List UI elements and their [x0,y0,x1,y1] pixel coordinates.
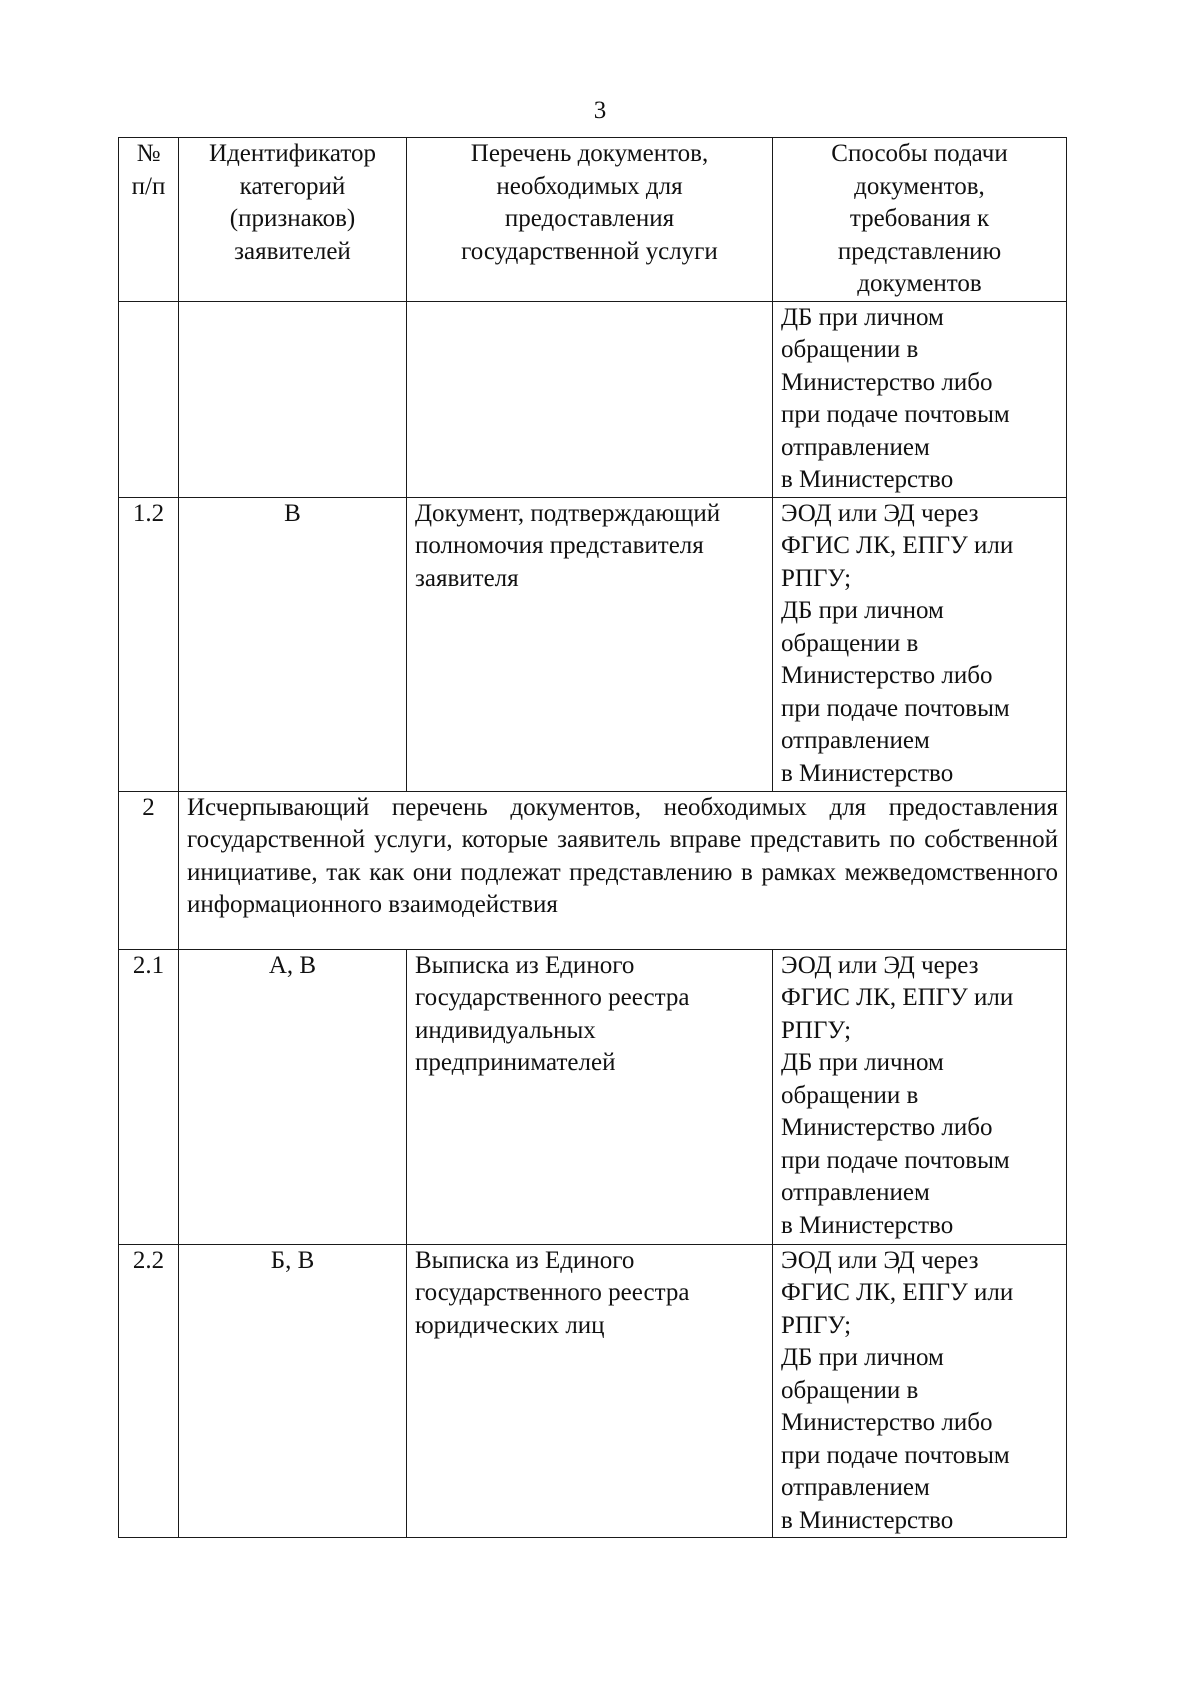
table-row-section-2 [119,791,1067,949]
header-documents: Перечень документов, необходимых для предоставления государственной услуги [407,138,773,302]
cell-category: Б, В [179,1244,407,1538]
documents-table [118,137,1067,1538]
cell-num: 2.1 [119,949,179,1244]
table-row-continuation [119,301,1067,497]
cell-methods: ЭОД или ЭД через ФГИС ЛК, ЕПГУ или РПГУ; ДБ при личном обращении в Министерство либо при подаче почтовым отправлением в Министерство [773,497,1067,791]
cell-documents: Документ, подтверждающий полномочия представителя заявителя [407,497,773,791]
cell-num: 1.2 [119,497,179,791]
header-methods: Способы подачи документов, требования к представлению документов [773,138,1067,302]
cell-documents: Выписка из Единого государственного реестра юридических лиц [407,1244,773,1538]
cell-num [119,301,179,497]
cell-documents: Выписка из Единого государственного реестра индивидуальных предпринимателей [407,949,773,1244]
table-row [119,1244,1067,1538]
table-row [119,949,1067,1244]
cell-methods: ЭОД или ЭД через ФГИС ЛК, ЕПГУ или РПГУ; ДБ при личном обращении в Министерство либо при подаче почтовым отправлением в Министерство [773,949,1067,1244]
header-category: Идентификатор категорий (признаков) заявителей [179,138,407,302]
cell-category: В [179,497,407,791]
cell-documents [407,301,773,497]
table-header-row [119,138,1067,302]
cell-methods: ДБ при личном обращении в Министерство либо при подаче почтовым отправлением в Министерство [773,301,1067,497]
cell-num: 2.2 [119,1244,179,1538]
cell-category [179,301,407,497]
page-number: 3 [593,97,607,124]
cell-methods: ЭОД или ЭД через ФГИС ЛК, ЕПГУ или РПГУ; ДБ при личном обращении в Министерство либо при подаче почтовым отправлением в Министерство [773,1244,1067,1538]
cell-category: А, В [179,949,407,1244]
header-num: № п/п [119,138,179,302]
cell-num: 2 [119,791,179,949]
section-2-text: Исчерпывающий перечень документов, необходимых для предоставления государственной услуги, которые заявитель вправе представить по собственной инициативе, так как они подлежат представлению в рамках межведомственного информационного взаимодействия [179,791,1067,949]
table-row [119,497,1067,791]
